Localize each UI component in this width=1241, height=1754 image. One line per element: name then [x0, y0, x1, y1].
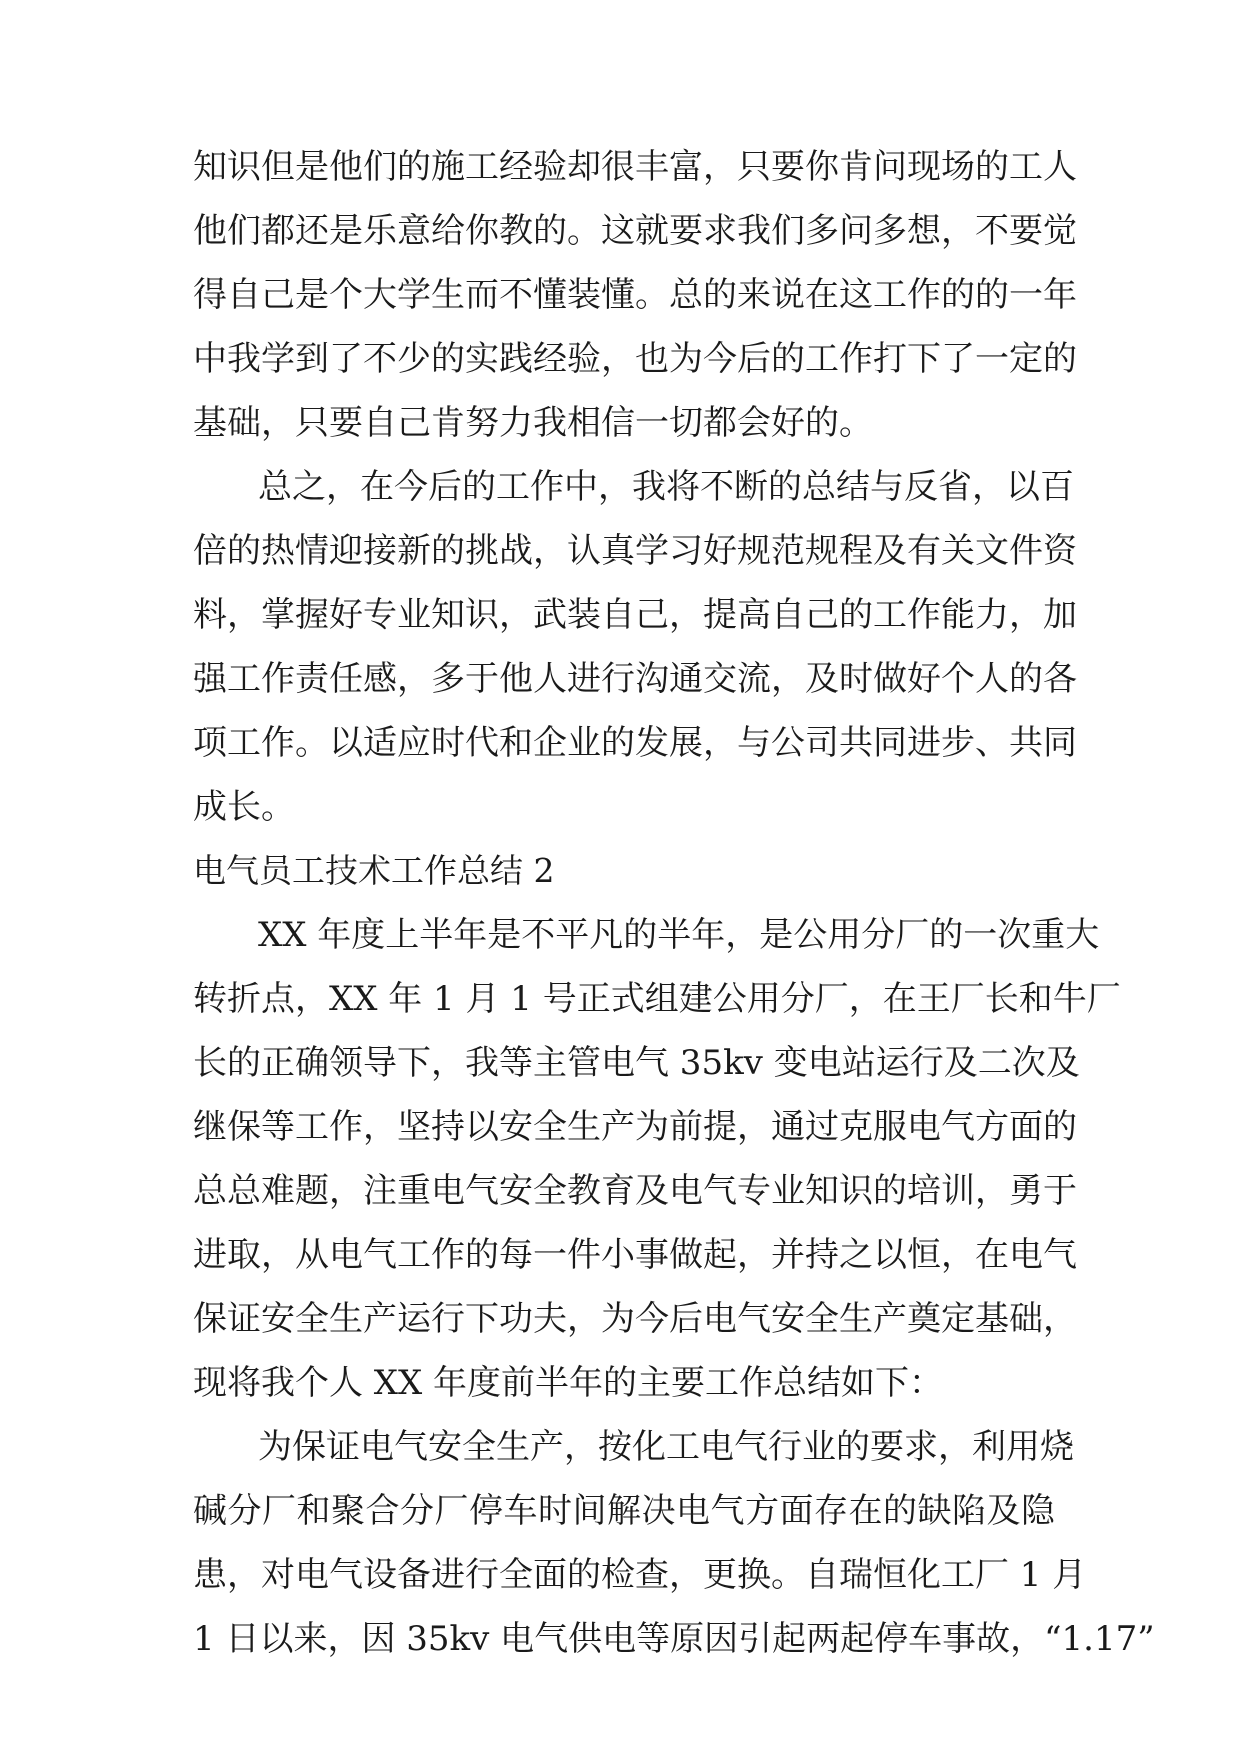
paragraph-line: 总之，在今后的工作中，我将不断的总结与反省，以百	[258, 467, 1074, 507]
paragraph-line: 料，掌握好专业知识，武装自己，提高自己的工作能力，加	[193, 595, 1077, 635]
section-heading: 电气员工技术工作总结 2	[193, 851, 555, 890]
paragraph-line: 中我学到了不少的实践经验，也为今后的工作打下了一定的	[193, 339, 1077, 379]
paragraph-line: 长的正确领导下，我等主管电气 35kv 变电站运行及二次及	[193, 1043, 1080, 1083]
paragraph-line: 继保等工作，坚持以安全生产为前提，通过克服电气方面的	[193, 1107, 1077, 1147]
paragraph-line: 进取，从电气工作的每一件小事做起，并持之以恒，在电气	[193, 1235, 1077, 1275]
paragraph-line: 得自己是个大学生而不懂装懂。总的来说在这工作的的一年	[193, 275, 1077, 315]
paragraph-line: 强工作责任感，多于他人进行沟通交流，及时做好个人的各	[193, 659, 1077, 699]
paragraph-line: 他们都还是乐意给你教的。这就要求我们多问多想，不要觉	[193, 211, 1077, 251]
paragraph-line: 项工作。以适应时代和企业的发展，与公司共同进步、共同	[193, 723, 1077, 763]
paragraph-line: 总总难题，注重电气安全教育及电气专业知识的培训，勇于	[193, 1171, 1077, 1211]
paragraph-line: XX 年度上半年是不平凡的半年，是公用分厂的一次重大	[258, 915, 1100, 955]
paragraph-line: 现将我个人 XX 年度前半年的主要工作总结如下：	[193, 1363, 944, 1403]
paragraph-line: 成长。	[193, 787, 295, 827]
paragraph-line: 1 日以来，因 35kv 电气供电等原因引起两起停车事故，“1.17”	[193, 1619, 1155, 1659]
paragraph-line: 倍的热情迎接新的挑战，认真学习好规范规程及有关文件资	[193, 531, 1077, 571]
paragraph-line: 碱分厂和聚合分厂停车时间解决电气方面存在的缺陷及隐	[193, 1491, 1055, 1531]
paragraph-line: 转折点，XX 年 1 月 1 号正式组建公用分厂，在王厂长和牛厂	[193, 979, 1121, 1019]
paragraph-line: 保证安全生产运行下功夫，为今后电气安全生产奠定基础，	[193, 1299, 1077, 1339]
paragraph-line: 知识但是他们的施工经验却很丰富，只要你肯问现场的工人	[193, 147, 1077, 187]
paragraph-line: 基础，只要自己肯努力我相信一切都会好的。	[193, 403, 873, 443]
paragraph-line: 为保证电气安全生产，按化工电气行业的要求，利用烧	[258, 1427, 1074, 1467]
paragraph-line: 患，对电气设备进行全面的检查，更换。自瑞恒化工厂 1 月	[193, 1555, 1087, 1595]
